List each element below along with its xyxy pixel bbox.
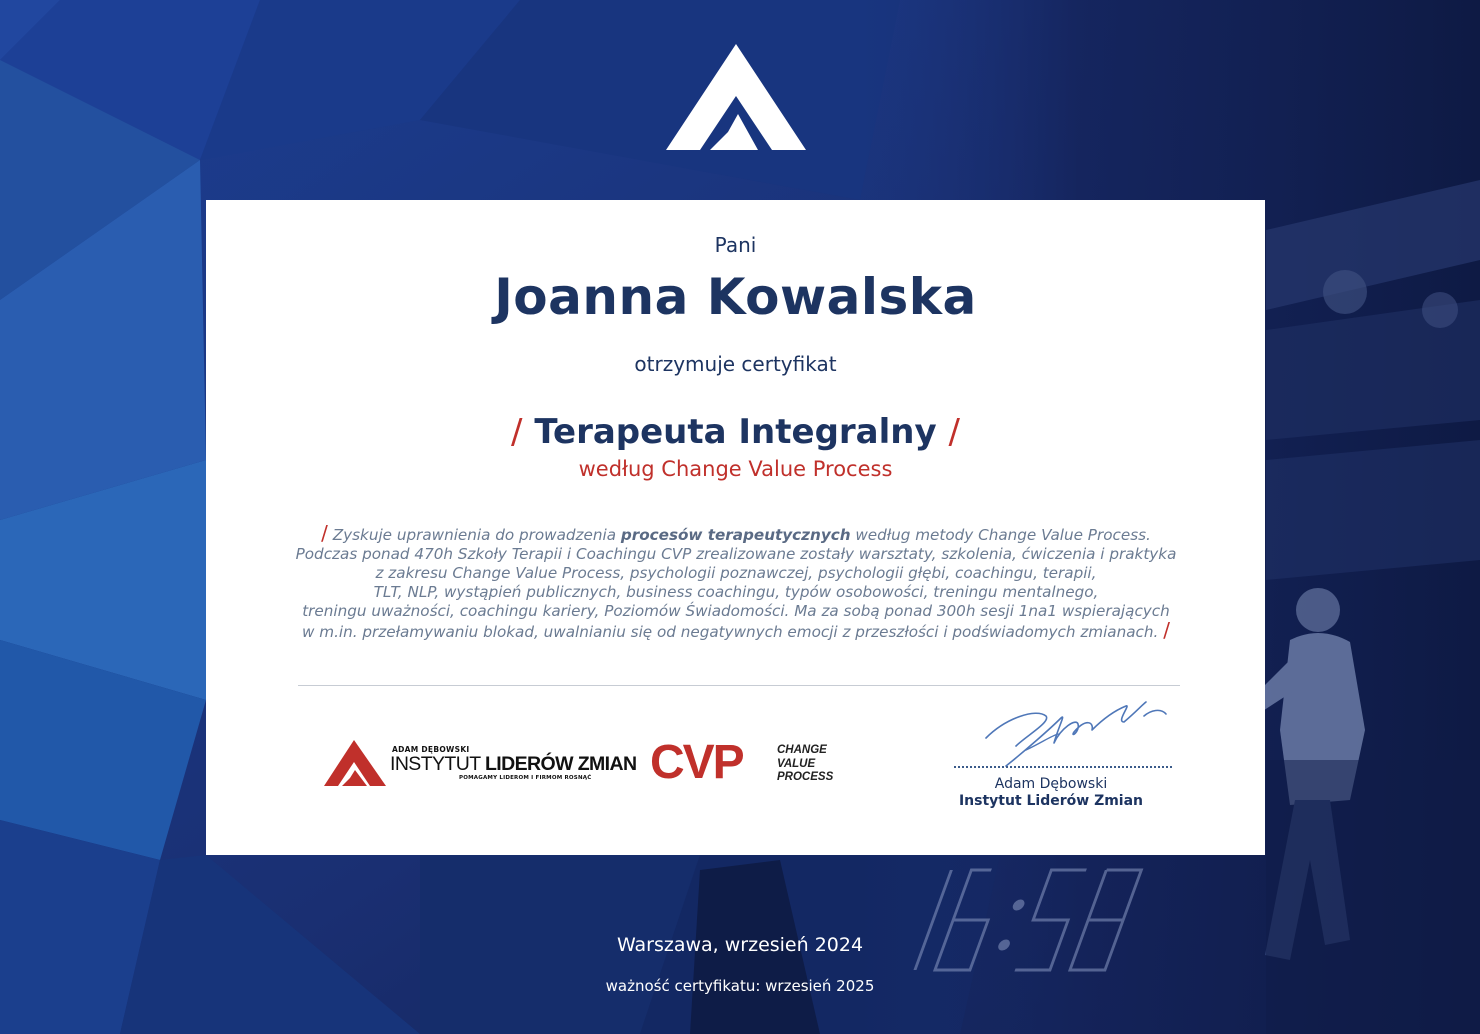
ilz-logo-main-regular: INSTYTUT — [390, 753, 485, 775]
description-line3: z zakresu Change Value Process, psychologii poznawczej, psychologii głębi, coachingu, terapii, — [375, 564, 1097, 582]
ilz-logo-tagline: POMAGAMY LIDEROM I FIRMOM ROSNĄĆ — [459, 775, 592, 781]
ilz-logo-main-text — [390, 753, 636, 776]
recipient-name: Joanna Kowalska — [494, 268, 977, 326]
cvp-logo-words — [777, 744, 833, 785]
handwritten-signature — [966, 688, 1186, 768]
signature-line — [954, 766, 1172, 768]
cvp-word-process: PROCESS — [777, 771, 834, 783]
certificate-title-text: Terapeuta Integralny — [534, 412, 937, 452]
description-slash-close: / — [1163, 618, 1170, 642]
cvp-word-value: VALUE — [777, 757, 816, 770]
certificate-subtitle: według Change Value Process — [578, 457, 893, 481]
description-line5: treningu uważności, coachingu kariery, Poziomów Świadomości. Ma za sobą ponad 300h sesji 1na1 wspierających — [302, 602, 1170, 620]
description-line2: Podczas ponad 470h Szkoły Terapii i Coachingu CVP zrealizowane zostały warsztaty, szkolenia, ćwiczenia i praktyka — [295, 545, 1177, 563]
cvp-word-change: CHANGE — [777, 744, 827, 756]
description-slash-open: / — [321, 521, 328, 545]
description-line6: w m.in. przełamywaniu blokad, uwalnianiu się od negatywnych emocji z przeszłości i podświadomych zmianach. — [302, 623, 1159, 641]
signer-organization: Instytut Liderów Zmian — [958, 793, 1144, 809]
mountain-a-icon — [666, 44, 806, 150]
cvp-logo-letters: CVP — [650, 736, 743, 789]
title-slash-right: / — [948, 412, 960, 452]
title-slash-left: / — [511, 412, 523, 452]
certificate-title — [206, 412, 1265, 452]
description-line4: TLT, NLP, wystąpień publicznych, business coachingu, typów osobowości, treningu mentalnego, — [373, 583, 1099, 601]
certificate-description — [276, 521, 1196, 642]
receives-certificate-text: otrzymuje certyfikat — [634, 352, 837, 376]
signer-name: Adam Dębowski — [994, 776, 1108, 792]
place-and-date: Warszawa, wrzesień 2024 — [616, 934, 864, 956]
ilz-logo-main-bold: LIDERÓW ZMIAN — [485, 753, 637, 775]
certificate-card — [206, 200, 1265, 855]
description-line1-before: Zyskuje uprawnienia do prowadzenia — [332, 526, 621, 544]
ilz-logo-small-text: ADAM DĘBOWSKI — [392, 745, 470, 754]
certificate-validity: ważność certyfikatu: wrzesień 2025 — [605, 977, 875, 995]
divider — [298, 685, 1180, 686]
salutation: Pani — [714, 233, 757, 257]
description-line1-after: według metody Change Value Process. — [850, 526, 1151, 544]
description-line1-bold: procesów terapeutycznych — [620, 526, 851, 544]
